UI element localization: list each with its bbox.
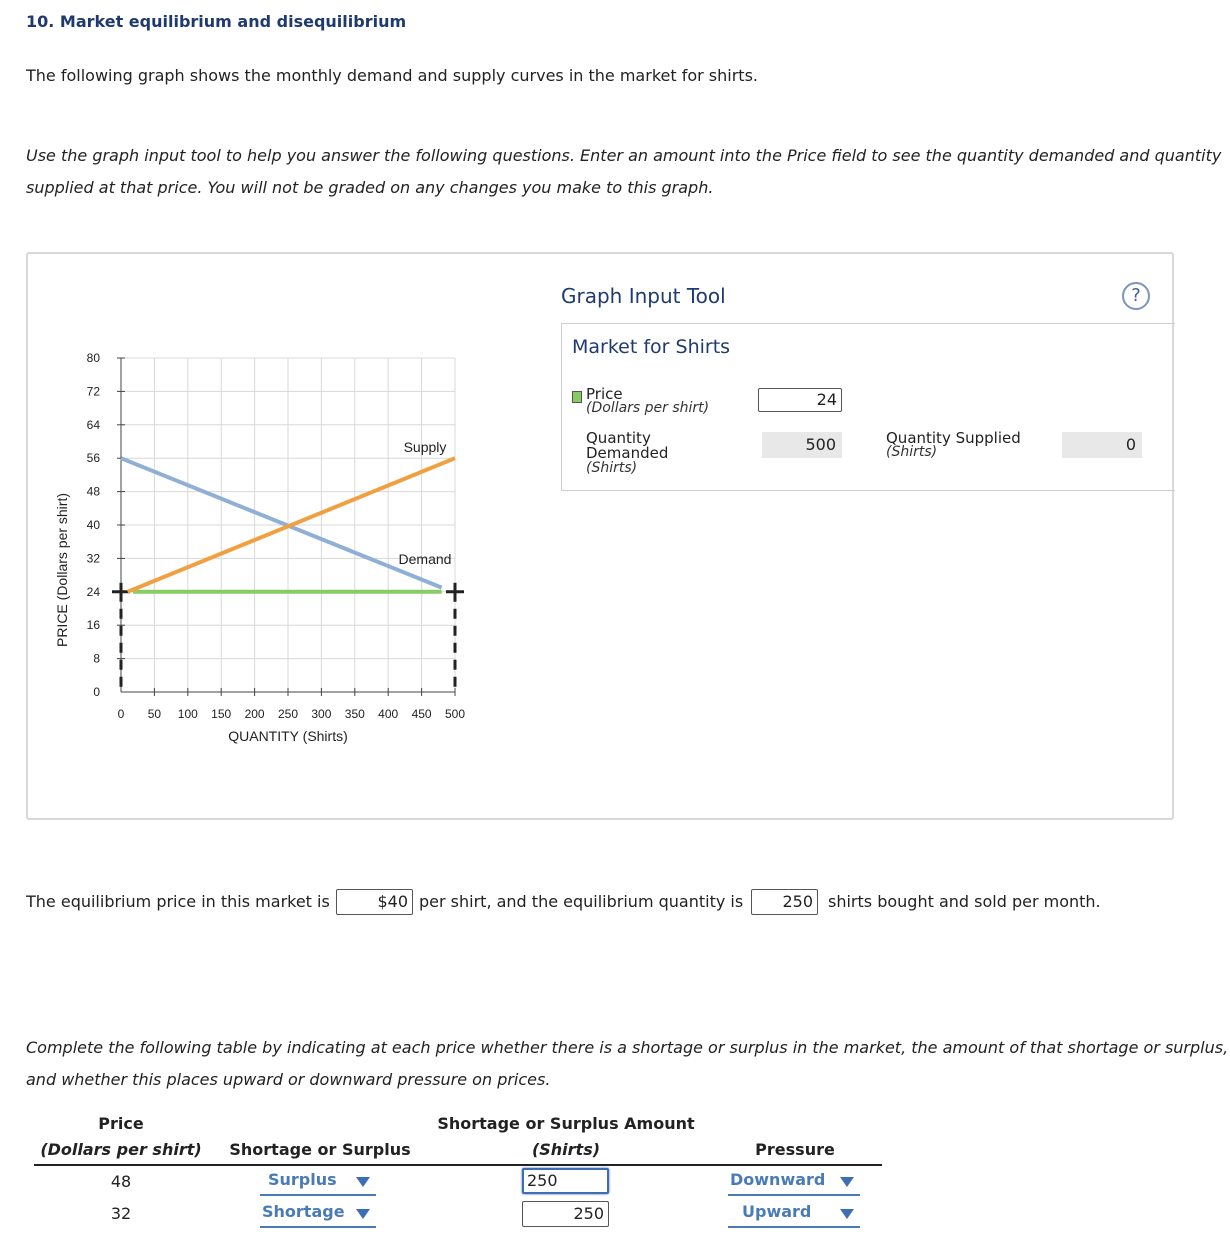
chevron-down-icon: [840, 1209, 854, 1219]
y-tick-label: 32: [86, 551, 100, 566]
price-input[interactable]: 24: [758, 388, 842, 412]
supply-demand-chart: [40, 340, 480, 760]
instructions-line-1: Use the graph input tool to help you answer the following questions. Enter an amount into the Price field to see the quantity demanded and quantity: [26, 146, 1222, 165]
chevron-down-icon: [356, 1209, 370, 1219]
header-pressure: Pressure: [755, 1140, 835, 1159]
x-tick-label: 300: [311, 707, 332, 721]
question-title: 10. Market equilibrium and disequilibrium: [26, 12, 407, 31]
market-title: Market for Shirts: [572, 336, 731, 358]
equilibrium-quantity-input[interactable]: 250: [751, 889, 818, 915]
y-tick-label: 64: [86, 417, 100, 432]
quantity-demanded-value: 500: [762, 432, 842, 458]
y-tick-label: 72: [86, 384, 100, 399]
price-sub-label: (Dollars per shirt): [586, 400, 710, 416]
row-2-sos-value: Shortage: [262, 1202, 345, 1221]
qd-label-line-1: Quantity: [586, 429, 651, 447]
row-1-sos-value: Surplus: [268, 1170, 337, 1189]
y-tick-label: 16: [86, 618, 100, 633]
graph-input-tool-title: Graph Input Tool: [561, 284, 726, 308]
y-tick-label: 24: [86, 584, 100, 599]
chevron-down-icon: [356, 1177, 370, 1187]
y-tick-label: 80: [86, 351, 100, 365]
row-1-amount-input[interactable]: 250: [522, 1168, 609, 1194]
equilibrium-price-input[interactable]: $40: [336, 889, 413, 915]
help-icon[interactable]: ?: [1122, 282, 1150, 310]
x-axis-label: QUANTITY (Shirts): [228, 728, 348, 744]
x-tick-label: 100: [177, 707, 198, 721]
x-tick-label: 0: [117, 707, 125, 721]
intro-text: The following graph shows the monthly demand and supply curves in the market for shirts.: [26, 66, 758, 85]
row-1-pressure-value: Downward: [730, 1170, 826, 1189]
row-2-amount-input[interactable]: 250: [522, 1201, 609, 1227]
y-tick-label: 48: [86, 484, 100, 499]
x-tick-label: 500: [444, 707, 466, 721]
table-header-divider: [34, 1164, 882, 1166]
demand-curve: [121, 458, 442, 587]
qd-sub-label: (Shirts): [586, 460, 638, 476]
x-tick-label: 400: [378, 707, 399, 721]
x-tick-label: 150: [211, 707, 232, 721]
header-amount: Shortage or Surplus Amount: [437, 1114, 695, 1133]
y-tick-label: 40: [86, 518, 100, 532]
x-tick-label: 450: [411, 707, 432, 721]
demand-label: Demand: [398, 551, 452, 567]
row-1-pressure-dropdown[interactable]: [728, 1170, 860, 1196]
header-shortage-or-surplus: Shortage or Surplus: [229, 1140, 411, 1159]
table-intro-line-1: Complete the following table by indicating at each price whether there is a shortage or surplus in the market, the amount of that shortage or surplus,: [26, 1038, 1229, 1057]
header-price: Price: [98, 1114, 144, 1133]
y-tick-label: 56: [86, 451, 100, 466]
header-amount-sub: (Shirts): [531, 1140, 601, 1159]
quantity-supplied-value: 0: [1062, 432, 1142, 458]
row-1-price: 48: [110, 1172, 132, 1191]
qd-label-line-2: Demanded: [586, 444, 669, 462]
row-2-shortage-surplus-dropdown[interactable]: [260, 1202, 376, 1228]
header-price-sub: (Dollars per shirt): [40, 1140, 202, 1159]
chart-ticks: [87, 351, 466, 721]
qs-label: Quantity Supplied: [886, 429, 1021, 447]
row-2-price: 32: [110, 1204, 132, 1223]
row-1-shortage-surplus-dropdown[interactable]: [260, 1170, 376, 1196]
table-intro-line-2: and whether this places upward or downward pressure on prices.: [26, 1070, 551, 1089]
price-swatch-icon: [572, 391, 582, 403]
instructions-line-2: supplied at that price. You will not be graded on any changes you make to this graph.: [26, 178, 714, 197]
x-tick-label: 200: [244, 707, 265, 721]
qs-sub-label: (Shirts): [886, 444, 938, 460]
x-tick-label: 250: [277, 707, 299, 721]
equilibrium-text-3: shirts bought and sold per month.: [828, 892, 1101, 911]
supply-label: Supply: [403, 439, 447, 455]
price-label: Price: [586, 385, 623, 403]
row-2-pressure-dropdown[interactable]: [728, 1202, 860, 1228]
equilibrium-text-1: The equilibrium price in this market is: [26, 892, 330, 911]
row-2-pressure-value: Upward: [742, 1202, 812, 1221]
equilibrium-text-2: per shirt, and the equilibrium quantity is: [419, 892, 744, 911]
x-tick-label: 50: [147, 707, 162, 721]
y-tick-label: 0: [93, 685, 100, 699]
y-tick-label: 8: [93, 651, 100, 666]
y-axis-label: PRICE (Dollars per shirt): [54, 492, 70, 648]
x-tick-label: 350: [344, 707, 365, 721]
chevron-down-icon: [840, 1177, 854, 1187]
